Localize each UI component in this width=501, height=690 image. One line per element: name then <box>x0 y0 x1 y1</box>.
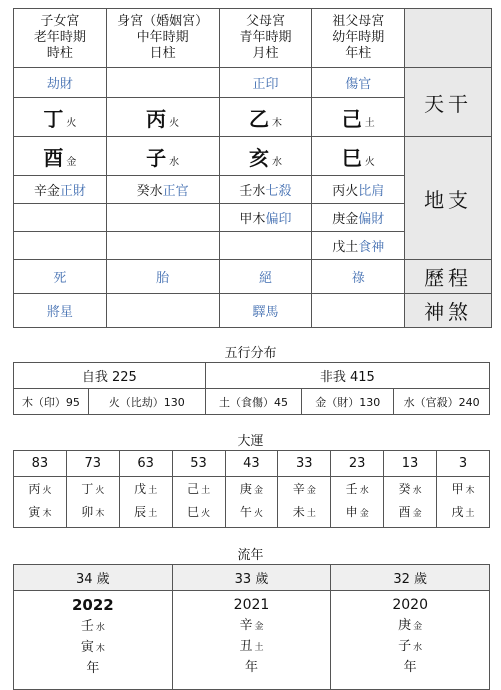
element-tag: 金 <box>412 509 422 519</box>
dayun-age: 43 <box>225 451 278 477</box>
stem-char: 庚 <box>239 482 252 496</box>
heavenly-stem <box>312 98 405 137</box>
side-label: 神煞 <box>424 300 473 324</box>
hidden-stem <box>219 176 312 204</box>
self-total: 自我 225 <box>14 363 206 389</box>
side-label: 歷程 <box>424 266 473 290</box>
stem-char: 丁 <box>81 482 94 496</box>
element-tag: 火 <box>201 509 211 519</box>
branch-char: 丑 <box>239 639 253 654</box>
hidden-stem <box>106 204 219 232</box>
element-count: 水（官殺）240 <box>394 389 490 415</box>
element-tag: 火 <box>95 486 105 496</box>
hidden-god: 偏印 <box>265 212 292 227</box>
hidden-stem-char: 戊土 <box>332 240 359 255</box>
branch-char: 辰 <box>134 505 147 519</box>
stem-char: 甲 <box>451 482 464 496</box>
dayun-age: 23 <box>331 451 384 477</box>
hidden-stem <box>106 232 219 260</box>
stem-char: 丁 <box>43 106 64 131</box>
element-tag: 水 <box>169 156 180 168</box>
branch-char: 酉 <box>43 145 64 170</box>
year-unit: 年 <box>244 660 258 675</box>
palace-label: 子女宮 <box>40 14 80 29</box>
dayun-pillar <box>172 477 225 528</box>
element-tag: 水 <box>95 623 105 633</box>
dayun-pillar <box>14 477 67 528</box>
period-label: 中年時期 <box>136 30 189 45</box>
hidden-god: 正財 <box>59 184 86 199</box>
palace-label: 祖父母宮 <box>332 14 385 29</box>
stem-god: 傷官 <box>312 68 405 98</box>
year-number: 2021 <box>233 597 270 613</box>
element-tag: 金 <box>359 509 369 519</box>
hidden-stem <box>312 232 405 260</box>
life-stage: 祿 <box>312 260 405 294</box>
hidden-god: 偏財 <box>358 212 385 227</box>
hidden-stem <box>14 176 107 204</box>
element-tag: 土 <box>306 509 316 519</box>
branch-char: 申 <box>345 505 358 519</box>
hidden-stem-char: 壬水 <box>239 184 266 199</box>
heavenly-stem <box>219 98 312 137</box>
earthly-branch <box>312 137 405 176</box>
stem-char: 壬 <box>80 619 94 634</box>
liunian-title: 流年 <box>237 548 264 563</box>
pillar-header <box>14 9 107 68</box>
other-total: 非我 415 <box>205 363 489 389</box>
branch-char: 午 <box>239 505 252 519</box>
stem-god: 劫財 <box>14 68 107 98</box>
pillar-name: 月柱 <box>252 46 279 61</box>
dayun-age: 53 <box>172 451 225 477</box>
pillar-name: 時柱 <box>46 46 73 61</box>
element-tag: 土 <box>148 486 158 496</box>
dayun-table <box>13 450 490 528</box>
hidden-god: 七殺 <box>265 184 292 199</box>
stem-god: 正印 <box>219 68 312 98</box>
element-tag: 火 <box>253 509 263 519</box>
stem-char: 戊 <box>134 482 147 496</box>
period-label: 老年時期 <box>33 30 86 45</box>
element-tag: 火 <box>364 156 375 168</box>
liunian-table <box>13 564 490 690</box>
shensha-label <box>405 294 492 328</box>
dayun-pillar <box>278 477 331 528</box>
element-tag: 木 <box>42 509 52 519</box>
element-count: 金（財）130 <box>302 389 394 415</box>
element-tag: 金 <box>413 622 423 632</box>
branch-char: 卯 <box>81 505 94 519</box>
branch-char: 酉 <box>398 505 411 519</box>
dayun-pillar <box>66 477 119 528</box>
palace-label: 父母宮 <box>245 14 285 29</box>
element-tag: 土 <box>201 486 211 496</box>
pillar-header <box>219 9 312 68</box>
licheng-label <box>405 260 492 294</box>
dayun-age: 13 <box>384 451 437 477</box>
element-tag: 土 <box>465 509 475 519</box>
spirit-star <box>106 294 219 328</box>
heavenly-stem <box>106 98 219 137</box>
stem-char: 乙 <box>248 106 269 131</box>
dayun-age: 73 <box>66 451 119 477</box>
element-count: 火（比劫）130 <box>88 389 205 415</box>
element-tag: 土 <box>364 117 375 129</box>
element-tag: 木 <box>95 509 105 519</box>
life-stage: 絕 <box>219 260 312 294</box>
liunian-age: 33 歲 <box>172 565 331 591</box>
branch-char: 巳 <box>187 505 200 519</box>
side-label: 地支 <box>424 187 473 212</box>
liunian-year <box>14 591 173 690</box>
stem-char: 己 <box>187 482 200 496</box>
period-label: 幼年時期 <box>332 30 385 45</box>
element-tag: 金 <box>253 486 263 496</box>
earthly-branch <box>106 137 219 176</box>
branch-char: 寅 <box>80 640 94 655</box>
spirit-star: 將星 <box>14 294 107 328</box>
year-number: 2022 <box>71 596 114 614</box>
element-tag: 火 <box>66 117 77 129</box>
pillar-chart <box>13 8 492 328</box>
branch-char: 寅 <box>28 505 41 519</box>
branch-char: 未 <box>292 505 305 519</box>
dayun-title: 大運 <box>237 434 264 449</box>
hidden-stem-char: 丙火 <box>332 184 359 199</box>
hidden-god: 正官 <box>162 184 189 199</box>
element-tag: 金 <box>254 622 264 632</box>
spirit-star: 驛馬 <box>219 294 312 328</box>
stem-char: 癸 <box>398 482 411 496</box>
corner-cell <box>405 9 492 68</box>
dizhi-label <box>405 137 492 260</box>
dayun-pillar <box>384 477 437 528</box>
hidden-stem-char: 癸水 <box>136 184 163 199</box>
hidden-stem <box>312 176 405 204</box>
hidden-stem <box>219 232 312 260</box>
element-tag: 水 <box>359 486 369 496</box>
stem-char: 丙 <box>28 482 41 496</box>
pillar-name: 日柱 <box>149 46 176 61</box>
liunian-year <box>331 591 490 690</box>
earthly-branch <box>14 137 107 176</box>
pillar-header <box>106 9 219 68</box>
dayun-pillar <box>331 477 384 528</box>
tiangan-label <box>405 68 492 137</box>
element-count: 木（印）95 <box>14 389 89 415</box>
stem-char: 己 <box>341 106 362 131</box>
earthly-branch <box>219 137 312 176</box>
element-tag: 金 <box>66 156 77 168</box>
hidden-stem-char: 甲木 <box>239 212 266 227</box>
stem-god <box>106 68 219 98</box>
stem-char: 壬 <box>345 482 358 496</box>
side-label: 天干 <box>424 91 473 116</box>
palace-label: 身宮（婚姻宮） <box>117 14 209 29</box>
liunian-year <box>172 591 331 690</box>
life-stage: 胎 <box>106 260 219 294</box>
branch-char: 子 <box>146 145 167 170</box>
hidden-stem-char: 辛金 <box>33 184 60 199</box>
heavenly-stem <box>14 98 107 137</box>
year-unit: 年 <box>403 660 417 675</box>
element-tag: 木 <box>465 486 475 496</box>
year-number: 2020 <box>392 597 428 613</box>
hidden-stem <box>14 232 107 260</box>
dayun-pillar <box>225 477 278 528</box>
period-label: 青年時期 <box>239 30 292 45</box>
dayun-age: 3 <box>437 451 490 477</box>
element-tag: 土 <box>254 643 264 653</box>
branch-char: 亥 <box>248 145 269 170</box>
dayun-pillar <box>437 477 490 528</box>
element-tag: 金 <box>306 486 316 496</box>
element-tag: 火 <box>169 117 180 129</box>
hidden-stem <box>106 176 219 204</box>
element-tag: 木 <box>95 644 105 654</box>
dayun-age: 33 <box>278 451 331 477</box>
liunian-age: 32 歲 <box>331 565 490 591</box>
hidden-god: 食神 <box>358 240 385 255</box>
element-tag: 土 <box>148 509 158 519</box>
element-tag: 木 <box>271 117 282 129</box>
pillar-name: 年柱 <box>345 46 372 61</box>
hidden-stem-char: 庚金 <box>332 212 359 227</box>
hidden-stem <box>219 204 312 232</box>
element-tag: 水 <box>413 643 423 653</box>
five-elements-table <box>13 362 490 415</box>
life-stage: 死 <box>14 260 107 294</box>
stem-char: 辛 <box>292 482 305 496</box>
dayun-age: 63 <box>119 451 172 477</box>
dayun-pillar <box>119 477 172 528</box>
dayun-age: 83 <box>14 451 67 477</box>
branch-char: 戌 <box>451 505 464 519</box>
stem-char: 丙 <box>146 106 167 131</box>
element-count: 土（食傷）45 <box>205 389 302 415</box>
hidden-god: 比肩 <box>358 184 385 199</box>
liunian-age: 34 歲 <box>14 565 173 591</box>
element-tag: 火 <box>42 486 52 496</box>
hidden-stem <box>312 204 405 232</box>
pillar-header <box>312 9 405 68</box>
element-tag: 水 <box>271 156 282 168</box>
hidden-stem <box>14 204 107 232</box>
spirit-star <box>312 294 405 328</box>
year-unit: 年 <box>86 661 100 676</box>
branch-char: 巳 <box>341 145 362 170</box>
branch-char: 子 <box>398 639 412 654</box>
element-tag: 水 <box>412 486 422 496</box>
five-elements-title: 五行分布 <box>224 346 277 361</box>
stem-char: 辛 <box>239 618 253 633</box>
stem-char: 庚 <box>398 618 412 633</box>
